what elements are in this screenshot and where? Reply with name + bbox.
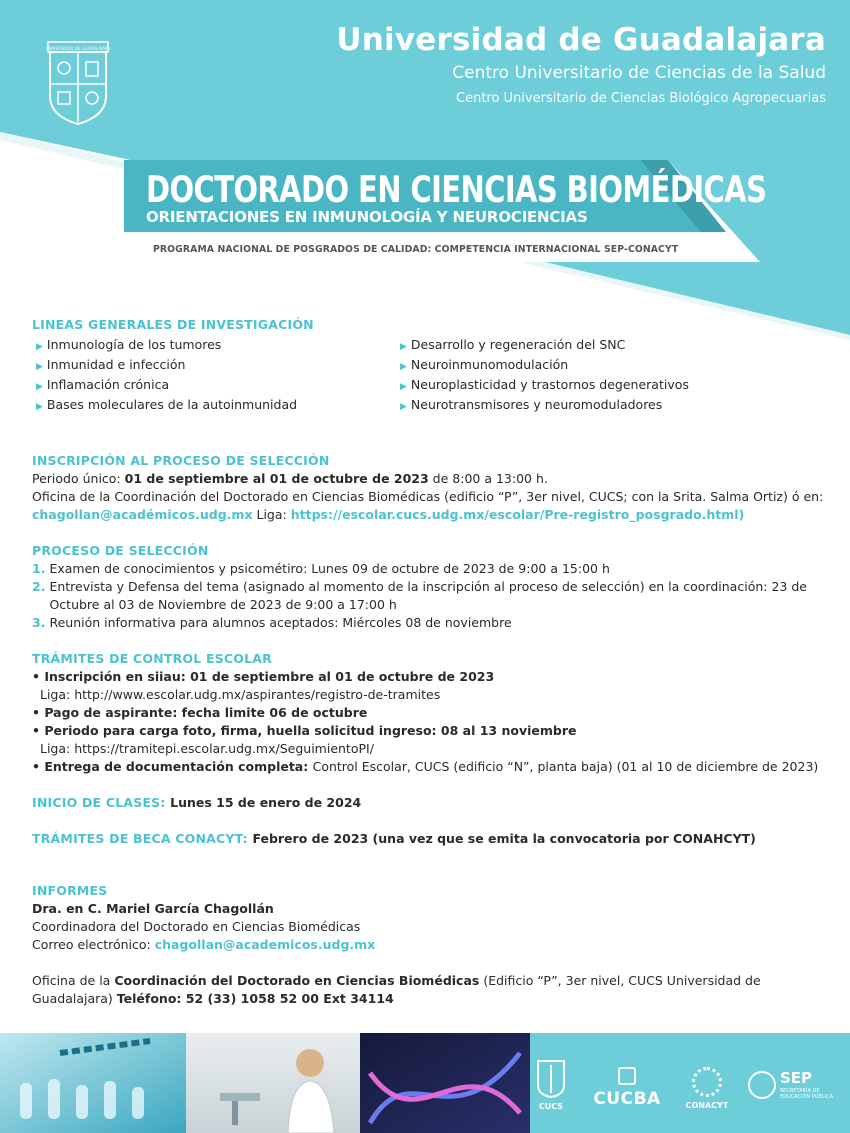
center-cucs: Centro Universitario de Ciencias de la Salud xyxy=(452,63,826,83)
quality-statement: PROGRAMA NACIONAL DE POSGRADOS DE CALIDAD: COMPETENCIA INTERNACIONAL SEP-CONACYT xyxy=(153,244,679,255)
registration-section xyxy=(32,452,832,524)
crest-icon xyxy=(44,38,112,126)
office-address: Oficina de la Coordinación del Doctorado en Ciencias Biomédicas (Edificio “P”, 3er nivel, CUCS Universidad de Guadalajara) Teléfono: 52 (33) 1058 52 00 Ext 34114 xyxy=(32,973,761,1006)
triangle-icon: ▶ xyxy=(400,362,407,372)
cucs-logo: CUCS xyxy=(534,1059,568,1115)
conacyt-logo: CONACYT xyxy=(680,1067,734,1110)
list-item: ▶ Neuroplasticidad y trastornos degenerativos xyxy=(400,377,689,392)
header xyxy=(0,0,850,340)
info-section xyxy=(32,882,832,1008)
center-cucba: Centro Universitario de Ciencias Biológico Agropecuarias xyxy=(456,91,826,106)
school-procedures-heading: TRÁMITES DE CONTROL ESCOLAR xyxy=(32,651,272,666)
photo-dna xyxy=(360,1033,530,1133)
cucs-icon xyxy=(536,1059,566,1099)
program-title: DOCTORADO EN CIENCIAS BIOMÉDICAS xyxy=(146,168,767,211)
cucba-logo: CUCBA xyxy=(592,1067,662,1109)
sep-seal-icon xyxy=(748,1071,776,1099)
list-item: • Inscripción en siiau: 01 de septiembre al 01 de octubre de 2023 xyxy=(32,669,495,684)
scholarship: TRÁMITES DE BECA CONACYT: Febrero de 2023 (una vez que se emita la convocatoria por CONAHCYT) xyxy=(32,831,756,846)
list-item: • Periodo para carga foto, firma, huella solicitud ingreso: 08 al 13 noviembre xyxy=(32,723,577,738)
triangle-icon: ▶ xyxy=(400,402,407,412)
registration-period: Periodo único: 01 de septiembre al 01 de octubre de 2023 de 8:00 a 13:00 h. xyxy=(32,471,548,486)
list-item: • Pago de aspirante: fecha limite 06 de octubre xyxy=(32,705,368,720)
contact-name: Dra. en C. Mariel García Chagollán xyxy=(32,901,274,916)
contact-role: Coordinadora del Doctorado en Ciencias Biomédicas xyxy=(32,919,361,934)
tramite-link[interactable]: Liga: https://tramitepi.escolar.udg.mx/SeguimientoPI/ xyxy=(40,741,374,756)
list-item: ▶ Bases moleculares de la autoinmunidad xyxy=(36,397,298,412)
list-item: 3. Reunión informativa para alumnos aceptados: Miércoles 08 de noviembre xyxy=(32,615,512,630)
triangle-icon: ▶ xyxy=(36,362,43,372)
research-lines-left xyxy=(36,336,297,416)
list-item: ▶ Inflamación crónica xyxy=(36,377,170,392)
triangle-icon: ▶ xyxy=(36,402,43,412)
selection-heading: PROCESO DE SELECCIÓN xyxy=(32,543,209,558)
list-item: ▶ Inmunidad e infección xyxy=(36,357,186,372)
siiau-link[interactable]: Liga: http://www.escolar.udg.mx/aspirantes/registro-de-tramites xyxy=(40,687,441,702)
preregistration-link[interactable]: https://escolar.cucs.udg.mx/escolar/Pre-registro_posgrado.html) xyxy=(290,507,745,522)
footer: CUCS CUCBA CONACYT SEP SECRETARÍA DE EDUCACIÓN PÚBLICA xyxy=(0,1033,850,1133)
conacyt-icon xyxy=(692,1067,722,1097)
crest-text: UNIVERSIDAD DE GUADALAJARA xyxy=(45,46,111,51)
program-subtitle: ORIENTACIONES EN INMUNOLOGÍA Y NEUROCIENCIAS xyxy=(146,208,588,226)
list-item: ▶ Inmunología de los tumores xyxy=(36,337,222,352)
triangle-icon: ▶ xyxy=(36,342,43,352)
cucba-icon xyxy=(618,1067,636,1085)
university-crest xyxy=(44,38,112,126)
research-lines-right xyxy=(400,336,689,416)
contact-email-link[interactable]: chagollan@academicos.udg.mx xyxy=(154,937,376,952)
university-name: Universidad de Guadalajara xyxy=(336,22,826,58)
selection-section xyxy=(32,542,832,632)
registration-heading: INSCRIPCIÓN AL PROCESO DE SELECCIÓN xyxy=(32,453,330,468)
triangle-icon: ▶ xyxy=(400,342,407,352)
list-item: ▶ Neurotransmisores y neuromoduladores xyxy=(400,397,663,412)
registration-email-link[interactable]: chagollan@académicos.udg.mx xyxy=(32,507,253,522)
research-lines-heading: LINEAS GENERALES DE INVESTIGACIÓN xyxy=(32,317,314,332)
list-item: • Entrega de documentación completa: Control Escolar, CUCS (edificio “N”, planta baja) (01 al 10 de diciembre de 2023) xyxy=(32,759,819,774)
triangle-icon: ▶ xyxy=(400,382,407,392)
info-heading: INFORMES xyxy=(32,883,108,898)
school-procedures-section xyxy=(32,650,832,776)
list-item: ▶ Desarrollo y regeneración del SNC xyxy=(400,337,626,352)
registration-office: Oficina de la Coordinación del Doctorado en Ciencias Biomédicas (edificio “P”, 3er nivel, CUCS; con la Srita. Salma Ortiz) ó en: chagollan@académicos.udg.mx Liga: https://escolar.cucs.udg.mx/escolar/Pre-registro_posgrado.html) xyxy=(32,489,824,522)
contact-email: Correo electrónico: chagollan@academicos.udg.mx xyxy=(32,937,376,952)
class-start: INICIO DE CLASES: Lunes 15 de enero de 2024 xyxy=(32,795,362,810)
content xyxy=(32,316,832,1008)
research-lines xyxy=(32,316,832,428)
triangle-icon: ▶ xyxy=(36,382,43,392)
photo-researcher xyxy=(186,1033,360,1133)
list-item: 2. Entrevista y Defensa del tema (asignado al momento de la inscripción al proceso de selección) en la coordinación: 23 de Octubre al 03 de Noviembre de 2023 de 9:00 a 17:00 h xyxy=(32,579,807,612)
list-item: 1. Examen de conocimientos y psicométiro: Lunes 09 de octubre de 2023 de 9:00 a 15:00 h xyxy=(32,561,610,576)
research-lines-list xyxy=(32,336,832,428)
list-item: ▶ Neuroinmunomodulación xyxy=(400,357,569,372)
